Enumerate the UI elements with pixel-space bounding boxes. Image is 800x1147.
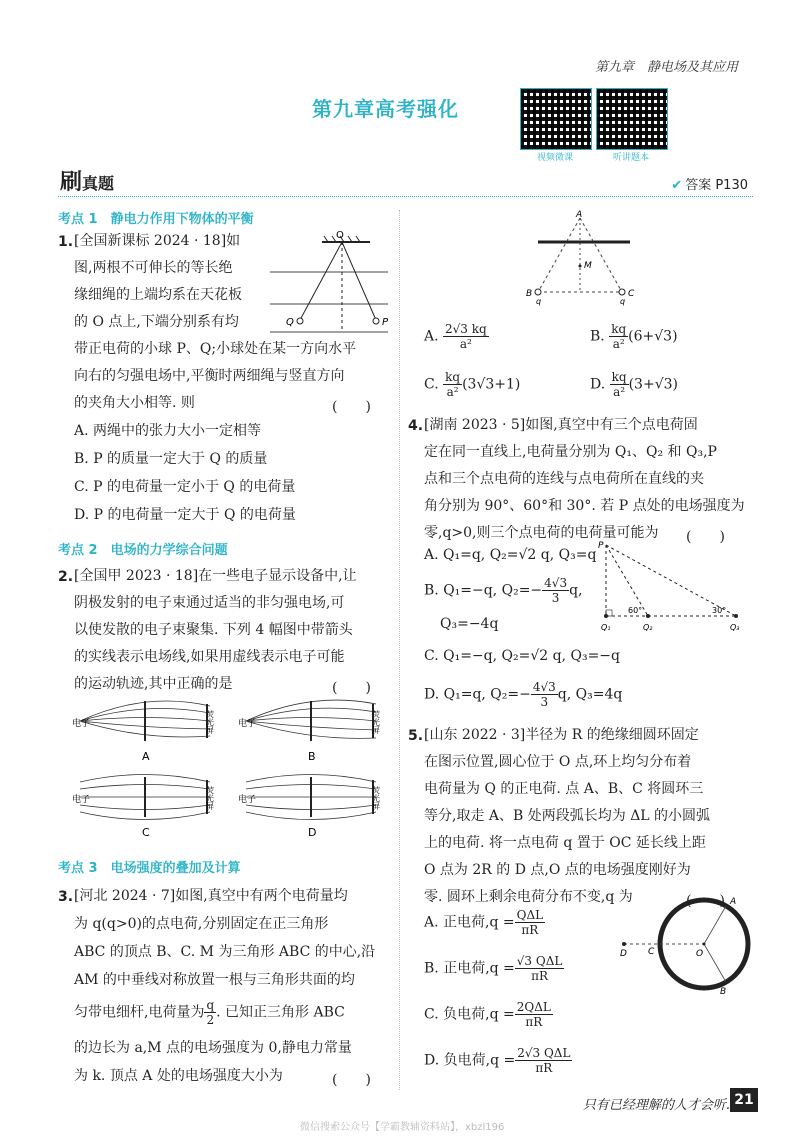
q3-number: 3. <box>58 889 74 905</box>
q3-option-d[interactable]: D. $\frac{kq}{\text{a²}}$ (3+√3) <box>590 370 678 399</box>
q2-figure-a-label: A <box>142 750 150 763</box>
svg-text:电子: 电子 <box>238 719 257 729</box>
q2-line-2: 阴极发射的电子束通过适当的非匀强电场,可 <box>74 595 345 611</box>
q4-option-b-cont[interactable]: Q₃=−4q <box>440 616 499 632</box>
svg-text:荧光屏: 荧光屏 <box>371 710 381 734</box>
q4-answer-blank[interactable]: ( ) <box>686 529 725 545</box>
q5-option-b[interactable]: B. 正电荷,q = $\frac{\text{√3 QΔL}}{\pi R}$ <box>424 954 563 983</box>
svg-text:Q₂: Q₂ <box>643 623 653 632</box>
q3-answer-blank[interactable]: ( ) <box>332 1072 371 1088</box>
knowledge-point-3: 考点 3 电场强度的叠加及计算 <box>58 861 241 876</box>
label-a: A <box>576 210 583 220</box>
q2-line-3: 以使发散的电子束聚集. 下列 4 幅图中带箭头 <box>74 622 353 638</box>
ball-q <box>297 318 303 324</box>
q1-line-7: 的夹角大小相等. 则 <box>74 395 195 411</box>
q1-figure <box>270 228 395 338</box>
q3-line-4: AM 的中垂线对称放置一根与三角形共面的均 <box>74 972 355 988</box>
string-p <box>342 242 376 320</box>
svg-text:Q₃: Q₃ <box>730 623 740 632</box>
q5-number: 5. <box>408 728 424 744</box>
q1-option-a[interactable]: A. 两绳中的张力大小一定相等 <box>74 423 262 439</box>
q5-line-1: [山东 2022 · 3]半径为 R 的绝缘细圆环固定 <box>424 727 699 743</box>
page-title: 第九章高考强化 <box>312 97 459 121</box>
qr-code-video[interactable] <box>520 88 592 150</box>
q4-line-5: 零,q>0,则三个点电荷的电荷量可能为 <box>424 525 659 541</box>
label-d: D <box>620 949 627 959</box>
q5-answer-blank[interactable]: ( ) <box>686 893 725 909</box>
screen-label-b <box>372 709 381 735</box>
q3-option-a[interactable]: A. $\frac{2√3 kq}{\text{a²}}$ <box>424 322 487 351</box>
svg-text:电子: 电子 <box>238 795 257 805</box>
q5-option-c[interactable]: C. 负电荷,q = $\frac{\text{2QΔL}}{\pi R}$ <box>424 1000 551 1029</box>
q3-option-b[interactable]: B. $\frac{kq}{\text{a²}}$ (6+√3) <box>590 322 678 351</box>
q5-line-6: O 点为 2R 的 D 点,O 点的电场强度刚好为 <box>424 862 691 878</box>
q2-line-1: [全国甲 2023 · 18]在一些电子显示设备中,让 <box>74 568 357 584</box>
screen-label-a <box>206 709 215 735</box>
knowledge-point-1: 考点 1 静电力作用下物体的平衡 <box>58 212 254 227</box>
q1-line-5: 带正电荷的小球 P、Q;小球处在某一方向水平 <box>74 341 357 357</box>
q3-line-3: ABC 的顶点 B、C. M 为三角形 ABC 的中心,沿 <box>74 944 376 960</box>
svg-text:荧光屏: 荧光屏 <box>205 710 215 734</box>
q5-line-3: 电荷量为 Q 的正电荷. 点 A、B、C 将圆环三 <box>424 781 704 797</box>
page-number: 21 <box>730 1088 758 1112</box>
q2-line-5: 的运动轨迹,其中正确的是 <box>74 676 233 692</box>
q5-line-2: 在图示位置,圆心位于 O 点,环上均匀分布着 <box>424 754 692 770</box>
answer-reference <box>671 174 748 193</box>
chapter-header: 第九章 静电场及其应用 <box>594 60 738 75</box>
q5-line-4: 等分,取走 A、B 处两段弧长均为 ΔL 的小圆弧 <box>424 808 711 824</box>
q2-figure-b-label: B <box>308 750 316 763</box>
screen-label-c <box>206 785 215 811</box>
q3-frac: $\frac{q}{2}$ <box>206 998 215 1027</box>
q3-line-1: [河北 2024 · 7]如图,真空中有两个电荷量均 <box>74 888 348 904</box>
q1-option-d[interactable]: D. P 的电荷量一定大于 Q 的电荷量 <box>74 507 296 523</box>
svg-text:q: q <box>620 297 626 306</box>
q1-line-3: 缘细绳的上端均系在天花板 <box>74 287 242 303</box>
q4-option-a[interactable]: A. Q₁=q, Q₂=√2 q, Q₃=q <box>424 547 597 563</box>
q2-line-4: 的实线表示电场线,如果用虚线表示电子可能 <box>74 649 345 665</box>
q4-line-1: [湖南 2023 · 5]如图,真空中有三个点电荷固 <box>424 417 698 433</box>
q3-line-2: 为 q(q>0)的点电荷,分别固定在正三角形 <box>74 916 329 932</box>
q4-line-2: 定在同一直线上,电荷量分别为 Q₁、Q₂ 和 Q₃,P <box>424 444 717 460</box>
q3-line-5: 匀带电细杆,电荷量为 $\frac{q}{2}$ . 已知正三角形 ABC <box>74 998 345 1027</box>
svg-text:Q₁: Q₁ <box>601 623 611 632</box>
q2-figure-d-label: D <box>308 826 317 839</box>
q2-figure-c[interactable] <box>60 772 220 842</box>
svg-text:30°: 30° <box>712 606 727 615</box>
knowledge-point-2: 考点 2 电场的力学综合问题 <box>58 543 228 558</box>
label-b: B <box>526 289 533 299</box>
q1-line-2: 图,两根不可伸长的等长绝 <box>74 260 233 276</box>
label-o: O <box>696 949 704 959</box>
label-q: Q <box>286 317 294 328</box>
q5-option-a[interactable]: A. 正电荷,q = $\frac{\text{QΔL}}{\pi R}$ <box>424 908 544 937</box>
q2-figure-d[interactable] <box>226 772 386 842</box>
svg-text:q: q <box>536 297 542 306</box>
label-o: O <box>336 230 344 241</box>
q2-number: 2. <box>58 569 74 585</box>
q3-line-6: 的边长为 a,M 点的电场强度为 0,静电力常量 <box>74 1040 352 1056</box>
ball-p <box>373 318 379 324</box>
q4-option-c[interactable]: C. Q₁=−q, Q₂=√2 q, Q₃=−q <box>424 648 620 664</box>
q4-option-d[interactable]: D. Q₁=q, Q₂=− $\frac{4√3}{3}$ q, Q₃=4q <box>424 680 623 709</box>
q1-option-c[interactable]: C. P 的电荷量一定小于 Q 的电荷量 <box>74 479 296 495</box>
screen-label-d <box>372 785 381 811</box>
q3-line-7: 为 k. 顶点 A 处的电场强度大小为 <box>74 1068 283 1084</box>
svg-text:电子: 电子 <box>72 719 91 729</box>
label-c: C <box>628 289 635 299</box>
q1-line-6: 向右的匀强电场中,平衡时两细绳与竖直方向 <box>74 368 345 384</box>
q4-figure <box>596 540 748 635</box>
answer-ref-text: 答案 P130 <box>685 178 748 193</box>
svg-text:60°: 60° <box>628 606 643 615</box>
q4-number: 4. <box>408 418 424 434</box>
label-a: A <box>730 897 737 907</box>
section-rule <box>58 196 753 197</box>
q1-line-4: 的 O 点上,下端分别系有均 <box>74 314 239 330</box>
watermark: 微信搜索公众号【学霸教辅资料站】，xbzl196 <box>300 1122 505 1133</box>
q5-line-5: 上的电荷. 将一点电荷 q 置于 OC 延长线上距 <box>424 835 706 851</box>
svg-text:电子: 电子 <box>72 795 91 805</box>
label-p: P <box>382 317 389 328</box>
q3-figure <box>510 208 660 308</box>
column-divider <box>399 210 400 1090</box>
svg-text:荧光屏: 荧光屏 <box>205 786 215 810</box>
svg-text:荧光屏: 荧光屏 <box>371 786 381 810</box>
q1-option-b[interactable]: B. P 的质量一定大于 Q 的质量 <box>74 451 268 467</box>
q5-option-d[interactable]: D. 负电荷,q = $\frac{\text{2√3 QΔL}}{\pi R}$ <box>424 1046 571 1075</box>
q2-figure-b[interactable] <box>226 696 386 766</box>
q3-option-c[interactable]: C. $\frac{kq}{\text{a²}}$ (3√3+1) <box>424 370 521 399</box>
q1-line-1: [全国新课标 2024 · 18]如 <box>74 233 241 249</box>
qr-code-audio[interactable] <box>596 88 668 150</box>
q5-figure <box>616 890 756 1000</box>
check-icon: ✔ <box>671 178 683 193</box>
q5-line-7: 零. 圆环上剩余电荷分布不变,q 为 <box>424 889 633 905</box>
q4-option-b[interactable]: B. Q₁=−q, Q₂=− $\frac{4√3}{3}$ q, <box>424 576 583 605</box>
label-p: P <box>598 541 604 551</box>
q2-figure-c-label: C <box>142 826 150 839</box>
q1-answer-blank[interactable]: ( ) <box>332 399 371 415</box>
label-b: B <box>720 987 727 997</box>
string-q <box>300 242 342 320</box>
q2-answer-blank[interactable]: ( ) <box>332 680 371 696</box>
footer-quote: 只有已经理解的人才会听. <box>582 1098 730 1113</box>
q1-number: 1. <box>58 234 74 250</box>
qr-label-audio: 听讲题本 <box>612 153 649 163</box>
section-title <box>60 165 114 196</box>
q2-figure-a[interactable] <box>60 696 220 766</box>
label-c: C <box>648 947 655 957</box>
q4-line-3: 点和三个点电荷的连线与点电荷所在直线的夹 <box>424 471 704 487</box>
label-m: M <box>584 261 592 271</box>
section-title-sub: 真题 <box>82 174 115 193</box>
qr-label-video: 视频微课 <box>536 153 573 163</box>
section-title-main: 刷 <box>60 170 83 195</box>
q4-line-4: 角分别为 90°、60°和 30°. 若 P 点处的电场强度为 <box>424 498 745 514</box>
